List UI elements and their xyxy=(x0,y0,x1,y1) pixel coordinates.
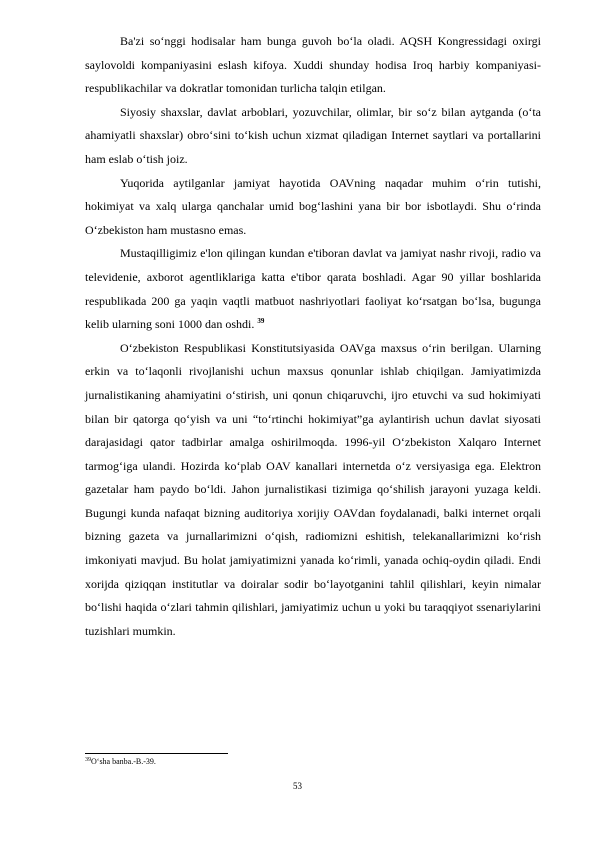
paragraph-5: O‘zbekiston Respublikasi Konstitutsiyasida OAVga maxsus o‘rin berilgan. Ularning erkin va to‘laqonli rivojlanishi uchun maxsus qonunlar ishlab chiqilgan. Jamiyatimizda jurnalistikaning ahamiyatini o‘stirish, uni qonun chiqaruvchi, ijro etuvchi va sud hokimiyati bilan bir qatorga qo‘yish va uni “to‘rtinchi hokimiyat”ga aylantirish uchun davlat siyosati darajasidagi qator tadbirlar amalga oshirilmoqda. 1996-yil O‘zbekiston Xalqaro Internet tarmog‘iga ulandi. Hozirda ko‘plab OAV kanallari internetda o‘z versiyasiga ega. Elektron gazetalar ham paydo bo‘ldi. Jahon jurnalistikasi tizimiga qo‘shilish jarayoni yuzaga keldi. Bugungi kunda nafaqat bizning auditoriya xorijiy OAVdan foydalanadi, balki internet orqali bizning gazeta va jurnallarimizni o‘qish, radiomizni eshitish, telekanallarimizni ko‘rish imkoniyati mavjud. Bu holat jamiyatimizni yanada ko‘rimli, yanada ochiq-oydin qiladi. Endi xorijda qiziqqan institutlar va doiralar sodir bo‘layotganini tahlil qilishlari, keyin nimalar bo‘lishi haqida o‘zlari tahmin qilishlari, jamiyatimiz uchun u yoki bu taraqqiyot ssenariylarini tuzishlari mumkin. xyxy=(85,340,541,638)
footnote xyxy=(85,757,156,767)
footnote-marker: 39 xyxy=(85,757,91,763)
page-number: 53 xyxy=(293,781,302,791)
footnote-divider xyxy=(85,753,228,754)
paragraph-2: Siyosiy shaxslar, davlat arboblari, yozuvchilar, olimlar, bir so‘z bilan aytganda (o‘ta ahamiyatli shaxslar) obro‘sini to‘kish uchun xizmat qiladigan Internet saytlari va portallarini ham eslab o‘tish joiz. xyxy=(85,104,541,166)
body-text xyxy=(85,30,541,643)
paragraph-1: Ba'zi so‘nggi hodisalar ham bunga guvoh bo‘la oladi. AQSH Kongressidagi oxirgi saylovoldi kompaniyasini eslash kifoya. Xuddi shunday hodisa Iroq harbiy kompaniyasi-respublikachilar va dokratlar tomonidan turlicha talqin etilgan. xyxy=(85,34,541,96)
paragraph-3: Yuqorida aytilganlar jamiyat hayotida OAVning naqadar muhim o‘rin tutishi, hokimiyat va xalq ularga qanchalar umid bog‘lashini yana bir bor isbotlaydi. Shu o‘rinda O‘zbekiston ham mustasno emas. xyxy=(85,175,541,237)
footnote-reference: 39 xyxy=(257,317,265,326)
footnote-text: O‘sha banba.-B.-39. xyxy=(91,757,156,766)
paragraph-4 xyxy=(85,242,541,336)
paragraph-4-text: Mustaqilligimiz e'lon qilingan kundan e'tiboran davlat va jamiyat nashr rivoji, radio va televidenie, axborot agentliklariga katta e'tibor qarata boshladi. Agar 90 yillar boshlarida respublikada 200 ga yaqin vaqtli matbuot nashriyotlari faoliyat ko‘rsatgan bo‘lsa, bugunga kelib ularning soni 1000 dan oshdi. xyxy=(85,246,541,332)
